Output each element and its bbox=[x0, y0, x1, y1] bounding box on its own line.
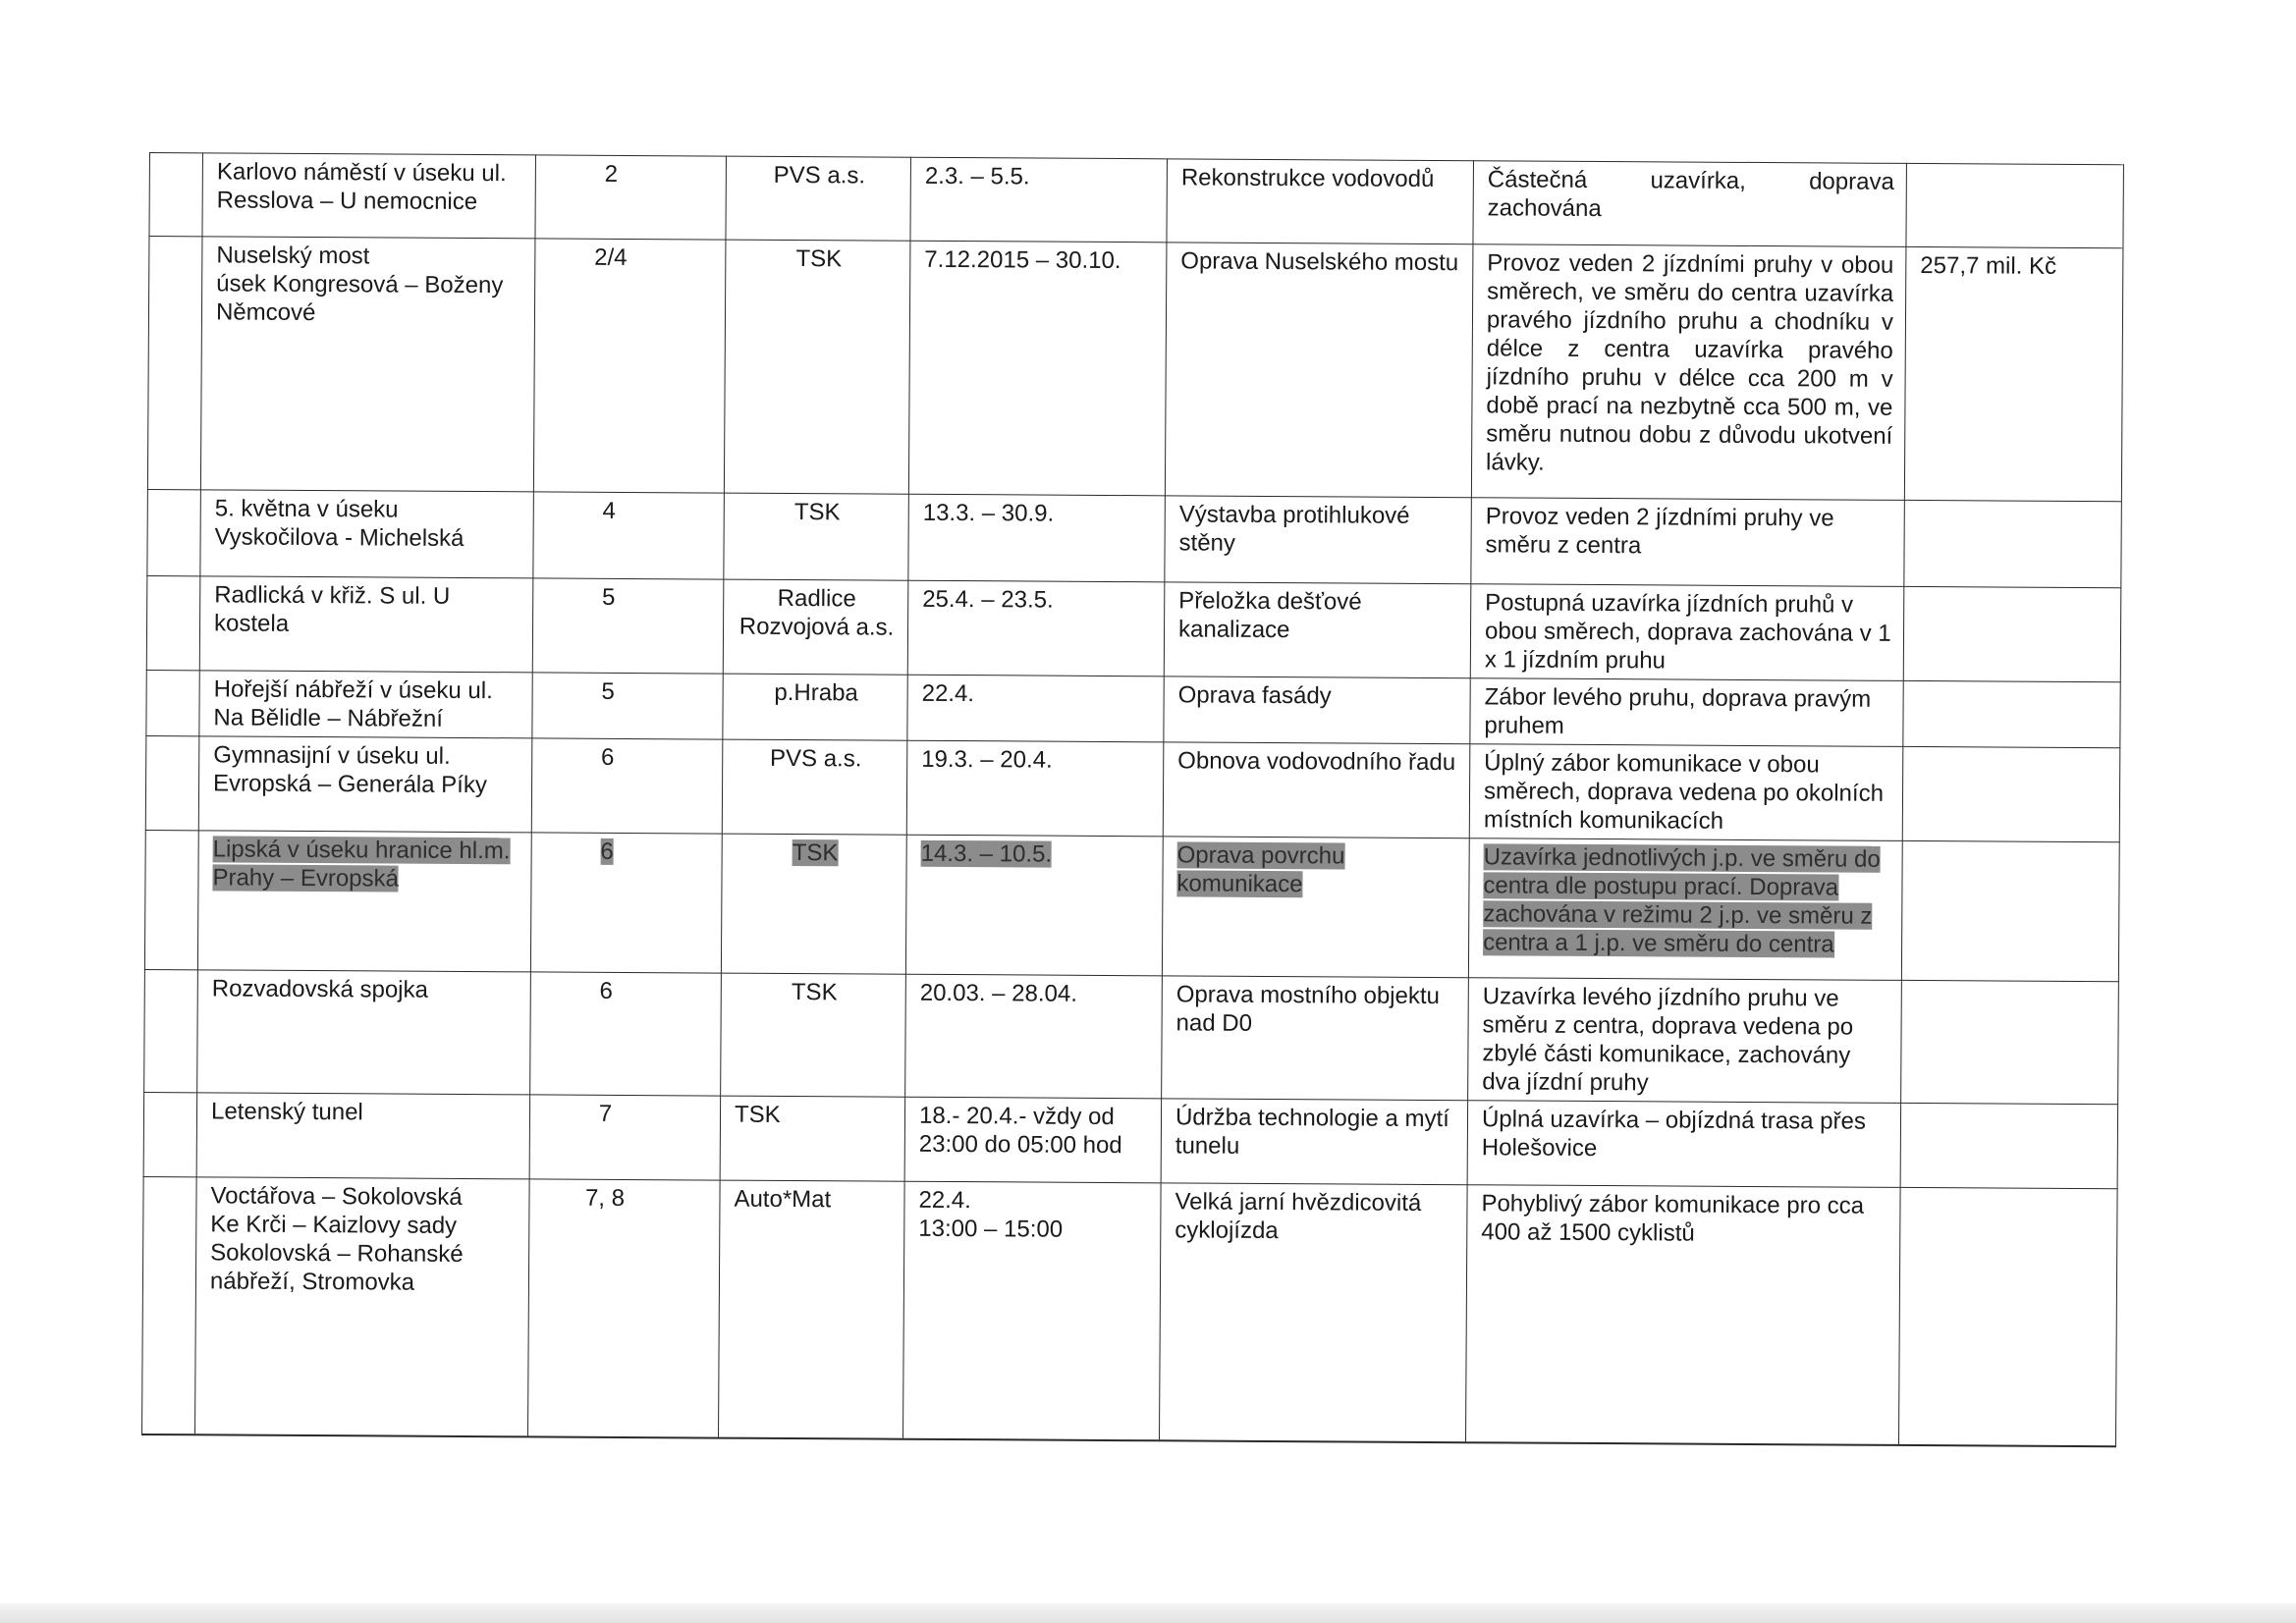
row-margin-cell bbox=[146, 670, 199, 735]
purpose-cell: Oprava Nuselského mostu bbox=[1165, 243, 1473, 498]
term-cell: 22.4. 13:00 – 15:00 bbox=[903, 1181, 1162, 1440]
table-row bbox=[146, 575, 2121, 681]
cost-cell bbox=[1901, 840, 2119, 981]
location-cell: Radlická v křiž. S ul. U kostela bbox=[199, 576, 533, 673]
organizer-cell: Radlice Rozvojová a.s. bbox=[723, 579, 908, 675]
organizer-cell bbox=[721, 834, 906, 974]
table-row bbox=[143, 1092, 2117, 1188]
term-cell: 22.4. bbox=[907, 675, 1164, 742]
term-cell: 18.- 20.4.- vždy od 23:00 do 05:00 hod bbox=[904, 1097, 1162, 1183]
cost-cell bbox=[1906, 163, 2124, 247]
cost-cell bbox=[1904, 500, 2122, 587]
organizer-cell: PVS a.s. bbox=[722, 739, 907, 835]
purpose-cell bbox=[1162, 837, 1469, 978]
organizer-cell: TSK bbox=[721, 973, 906, 1097]
traffic-cell: Postupná uzavírka jízdních pruhů v obou směrech, doprava zachována v 1 x 1 jízdním pruhu bbox=[1470, 584, 1904, 681]
scan-bottom-edge bbox=[0, 1603, 2296, 1623]
table-row bbox=[142, 1176, 2118, 1445]
purpose-cell: Rekonstrukce vodovodů bbox=[1167, 159, 1474, 244]
traffic-cell: Úplná uzavírka – objízdná trasa přes Holešovice bbox=[1467, 1101, 1901, 1188]
term-cell bbox=[905, 835, 1163, 976]
location-cell: Letenský tunel bbox=[196, 1093, 530, 1179]
redacted-location: Lipská v úseku hranice hl.m. Prahy – Evropská bbox=[212, 836, 511, 893]
row-margin-cell bbox=[149, 153, 203, 237]
district-cell: 4 bbox=[533, 492, 725, 579]
row-margin-cell bbox=[145, 735, 199, 830]
location-cell: Voctářova – Sokolovská Ke Krči – Kaizlovy sady Sokolovská – Rohanské nábřeží, Stromovka bbox=[195, 1177, 530, 1436]
purpose-cell: Obnova vodovodního řadu bbox=[1163, 742, 1470, 839]
district-cell: 2/4 bbox=[533, 239, 726, 493]
table-row bbox=[147, 489, 2122, 587]
purpose-cell: Údržba technologie a mytí tunelu bbox=[1161, 1099, 1468, 1185]
term-cell: 13.3. – 30.9. bbox=[908, 494, 1166, 582]
location-cell bbox=[197, 831, 531, 972]
location-cell: Nuselský most úsek Kongresová – Boženy Němcové bbox=[200, 237, 535, 492]
traffic-cell: Částečná uzavírka, doprava zachována bbox=[1473, 161, 1907, 247]
district-cell: 6 bbox=[531, 738, 723, 834]
cost-cell bbox=[1898, 1187, 2117, 1445]
district-cell: 5 bbox=[532, 673, 723, 739]
organizer-cell: Auto*Mat bbox=[719, 1180, 905, 1438]
purpose-cell: Oprava fasády bbox=[1164, 676, 1470, 744]
table-row bbox=[145, 735, 2120, 841]
closures-table bbox=[141, 152, 2124, 1447]
traffic-cell: Pohyblivý zábor komunikace pro cca 400 až 1500 cyklistů bbox=[1466, 1185, 1901, 1445]
table-row bbox=[144, 969, 2119, 1104]
organizer-cell: TSK bbox=[720, 1096, 905, 1181]
cost-cell bbox=[1901, 980, 2119, 1104]
cost-cell: 257,7 mil. Kč bbox=[1904, 246, 2123, 501]
table-row bbox=[146, 670, 2120, 747]
redacted-traffic: Uzavírka jednotlivých j.p. ve směru do centra dle postupu prací. Doprava zachována v režimu 2 j.p. ve směru z centra a 1 j.p. ve směru do centra bbox=[1483, 843, 1881, 958]
district-cell: 7, 8 bbox=[528, 1179, 721, 1437]
cost-cell bbox=[1902, 746, 2120, 841]
location-cell: Hořejší nábřeží v úseku ul. Na Bělidle – Nábřežní bbox=[199, 671, 532, 738]
term-cell: 25.4. – 23.5. bbox=[907, 580, 1165, 676]
location-cell: 5. května v úseku Vyskočilova - Michelská bbox=[200, 490, 534, 578]
purpose-cell: Velká jarní hvězdicovitá cyklojízda bbox=[1160, 1183, 1468, 1442]
location-cell: Karlovo náměstí v úseku ul. Resslova – U nemocnice bbox=[202, 153, 536, 239]
traffic-cell: Úplný zábor komunikace v obou směrech, doprava vedena po okolních místních komunikacích bbox=[1469, 744, 1903, 841]
row-margin-cell bbox=[144, 969, 198, 1092]
term-cell: 7.12.2015 – 30.10. bbox=[908, 241, 1167, 496]
table-row bbox=[149, 153, 2123, 248]
row-margin-cell bbox=[144, 830, 198, 969]
row-margin-cell bbox=[147, 237, 202, 490]
location-cell: Rozvadovská spojka bbox=[197, 970, 531, 1095]
cost-cell bbox=[1903, 680, 2120, 747]
redacted-purpose: Oprava povrchu komunikace bbox=[1176, 841, 1345, 898]
row-margin-cell bbox=[143, 1092, 197, 1176]
district-cell: 2 bbox=[535, 155, 727, 240]
district-cell bbox=[530, 833, 722, 973]
redacted-district: 6 bbox=[600, 838, 614, 865]
traffic-cell: Zábor levého pruhu, doprava pravým pruhem bbox=[1470, 678, 1903, 747]
table-row bbox=[147, 237, 2123, 502]
purpose-cell: Oprava mostního objektu nad D0 bbox=[1162, 976, 1469, 1101]
traffic-cell: Uzavírka levého jízdního pruhu ve směru z centra, doprava vedena po zbylé části komunikace, zachovány dva jízdní pruhy bbox=[1468, 978, 1902, 1104]
organizer-cell: PVS a.s. bbox=[726, 156, 911, 241]
term-cell: 2.3. – 5.5. bbox=[910, 157, 1168, 243]
row-margin-cell bbox=[146, 575, 200, 670]
district-cell: 7 bbox=[529, 1095, 721, 1180]
traffic-cell: Provoz veden 2 jízdními pruhy v obou směrech, ve směru do centra uzavírka pravého jízdního pruhu a chodníku v délce z centra uzavírka pravého jízdního pruhu v délce cca 200 m v době prací na nezbytně cca 500 m, ve směru nutnou dobu z důvodu ukotvení lávky. bbox=[1471, 244, 1906, 501]
term-cell: 20.03. – 28.04. bbox=[905, 974, 1163, 1099]
term-cell: 19.3. – 20.4. bbox=[906, 740, 1164, 837]
organizer-cell: TSK bbox=[724, 493, 909, 580]
redacted-term: 14.3. – 10.5. bbox=[920, 839, 1053, 868]
district-cell: 5 bbox=[532, 578, 724, 674]
purpose-cell: Přeložka dešťové kanalizace bbox=[1164, 582, 1471, 678]
district-cell: 6 bbox=[530, 972, 722, 1096]
redacted-organizer: TSK bbox=[792, 839, 839, 867]
traffic-cell: Provoz veden 2 jízdními pruhy ve směru z centra bbox=[1471, 498, 1905, 587]
cost-cell bbox=[1903, 586, 2121, 681]
row-margin-cell bbox=[142, 1176, 197, 1434]
location-cell: Gymnasijní v úseku ul. Evropská – Generála Píky bbox=[198, 736, 532, 833]
organizer-cell: TSK bbox=[724, 240, 910, 494]
traffic-cell bbox=[1468, 839, 1902, 981]
row-margin-cell bbox=[147, 489, 201, 575]
organizer-cell: p.Hraba bbox=[723, 674, 907, 740]
table-row-redacted bbox=[144, 830, 2119, 981]
cost-cell bbox=[1900, 1103, 2118, 1188]
purpose-cell: Výstavba protihlukové stěny bbox=[1165, 496, 1472, 584]
